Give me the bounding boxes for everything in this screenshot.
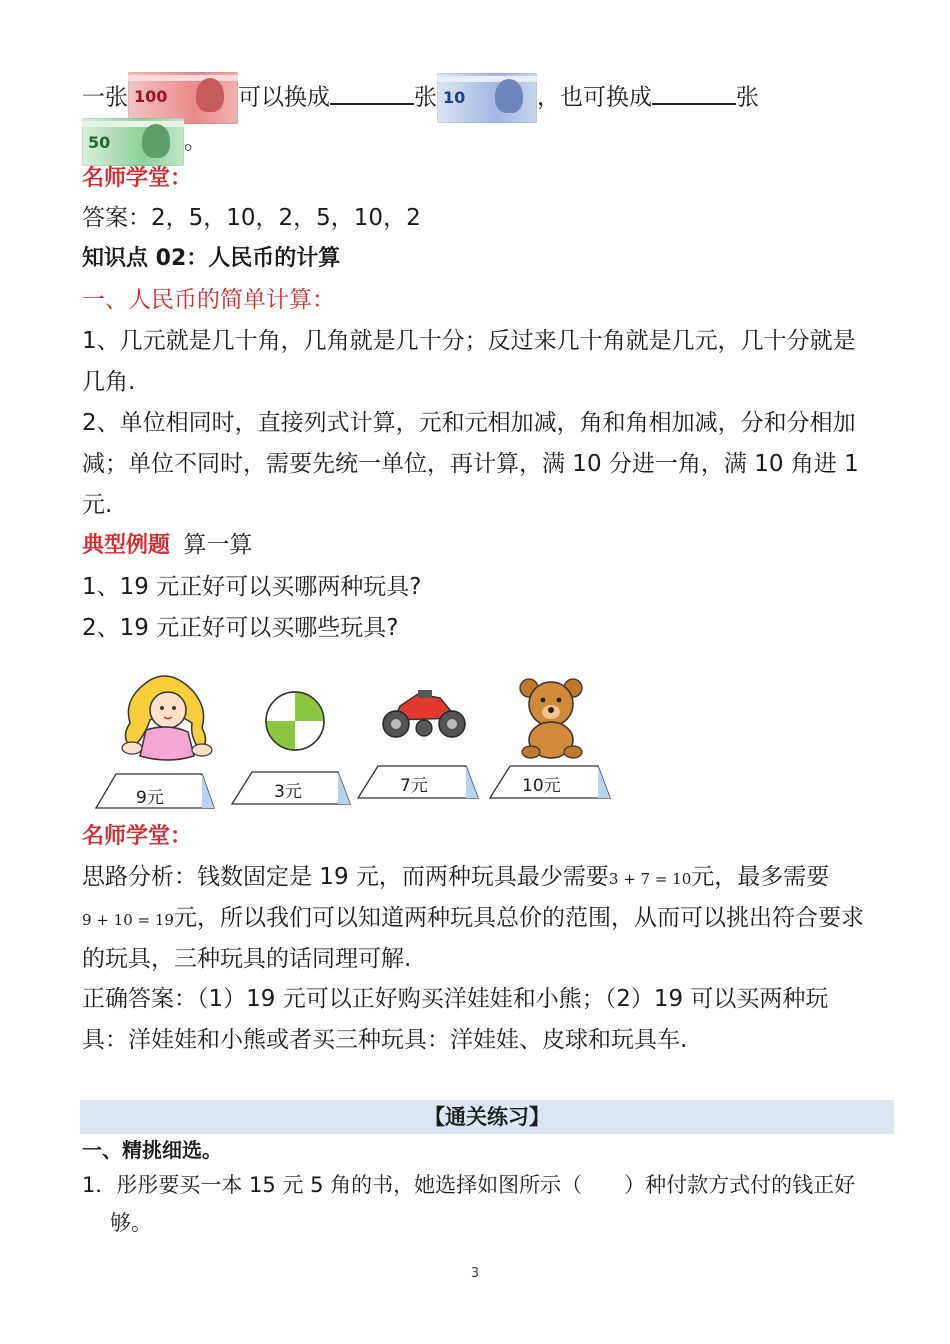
banknote-10-denomination: 10 <box>443 88 466 107</box>
example-question-2: 2、19 元正好可以买哪些玩具? <box>82 615 399 641</box>
example-title: 算一算 <box>183 532 253 558</box>
exchange-prefix: 一张 <box>82 84 128 111</box>
practice-question-1-line-2: 够。 <box>110 1211 152 1235</box>
rule-1-line-1: 1、几元就是几十角，几角就是几十分；反过来几十角就是几元，几十分就是 <box>82 328 856 354</box>
banknote-50-icon <box>82 118 184 166</box>
example-label: 典型例题 <box>82 533 171 558</box>
price-tag-ball <box>230 768 350 808</box>
answer-blank-1 <box>330 81 414 105</box>
banknote-100-denomination: 100 <box>134 87 168 106</box>
doll-icon <box>110 668 220 768</box>
rule-2-line-3: 元. <box>82 492 113 518</box>
teddy-bear-icon <box>515 676 589 760</box>
answer-1: 答案：2，5，10，2，5，10，2 <box>82 205 421 231</box>
page-number: 3 <box>470 1266 480 1281</box>
also-text: ，也可换成 <box>537 84 652 111</box>
price-tag-doll <box>94 770 214 810</box>
practice-banner: 【通关练习】 <box>80 1100 894 1134</box>
formula-max: 9 + 10 = 19 <box>82 911 174 929</box>
correct-answer-line-1: 正确答案：（1）19 元可以正好购买洋娃娃和小熊；（2）19 可以买两种玩 <box>82 986 829 1012</box>
unit-label-2: 张 <box>736 84 759 111</box>
analysis-line-3: 的玩具，三种玩具的话同理可解. <box>82 946 412 972</box>
analysis-text-1b: 元，最多需要 <box>691 864 830 890</box>
answer-blank-2 <box>652 81 736 105</box>
price-doll: 9元 <box>136 788 164 808</box>
practice-question-1-line-1: 1．彤彤要买一本 15 元 5 角的书，她选择如图所示（ ）种付款方式付的钱正好 <box>82 1173 856 1197</box>
price-bear: 10元 <box>522 776 561 796</box>
knowledge-heading: 知识点 02：人民币的计算 <box>82 246 341 271</box>
banknote-10-icon <box>437 73 537 123</box>
rule-1-line-2: 几角. <box>82 369 136 395</box>
example-heading <box>82 530 252 561</box>
analysis-line-2 <box>82 903 864 935</box>
price-tag-car <box>356 762 476 802</box>
exchange-sentence-cont <box>82 118 207 166</box>
analysis-line-1 <box>82 862 829 894</box>
analysis-text-2b: 元，所以我们可以知道两种玩具总价的范围，从而可以挑出符合要求 <box>173 905 864 931</box>
price-car: 7元 <box>400 776 428 796</box>
toy-car-icon <box>378 684 470 744</box>
formula-min: 3 + 7 = 10 <box>608 870 692 888</box>
price-tag-bear <box>488 762 608 802</box>
banknote-100-icon <box>128 72 238 124</box>
analysis-text-1a: 思路分析：钱数固定是 19 元，而两种玩具最少需要 <box>82 864 609 890</box>
correct-answer-line-2: 具：洋娃娃和小熊或者买三种玩具：洋娃娃、皮球和玩具车. <box>82 1027 688 1053</box>
exchange-text: 可以换成 <box>238 84 330 111</box>
period: 。 <box>184 128 207 155</box>
teacher-label-1: 名师学堂： <box>82 166 193 191</box>
section-heading: 一、人民币的简单计算： <box>82 287 335 313</box>
ball-icon <box>262 688 328 754</box>
exchange-sentence <box>82 72 759 124</box>
rule-2-line-2: 减；单位不同时，需要先统一单位，再计算，满 10 分进一角，满 10 角进 1 <box>82 451 859 477</box>
price-ball: 3元 <box>274 782 302 802</box>
teacher-label-2: 名师学堂： <box>82 824 193 849</box>
rule-2-line-1: 2、单位相同时，直接列式计算，元和元相加减，角和角相加减，分和分相加 <box>82 410 856 436</box>
example-question-1: 1、19 元正好可以买哪两种玩具? <box>82 574 422 600</box>
unit-label-1: 张 <box>414 84 437 111</box>
banknote-50-denomination: 50 <box>88 133 111 152</box>
practice-section: 一、精挑细选。 <box>82 1138 222 1162</box>
